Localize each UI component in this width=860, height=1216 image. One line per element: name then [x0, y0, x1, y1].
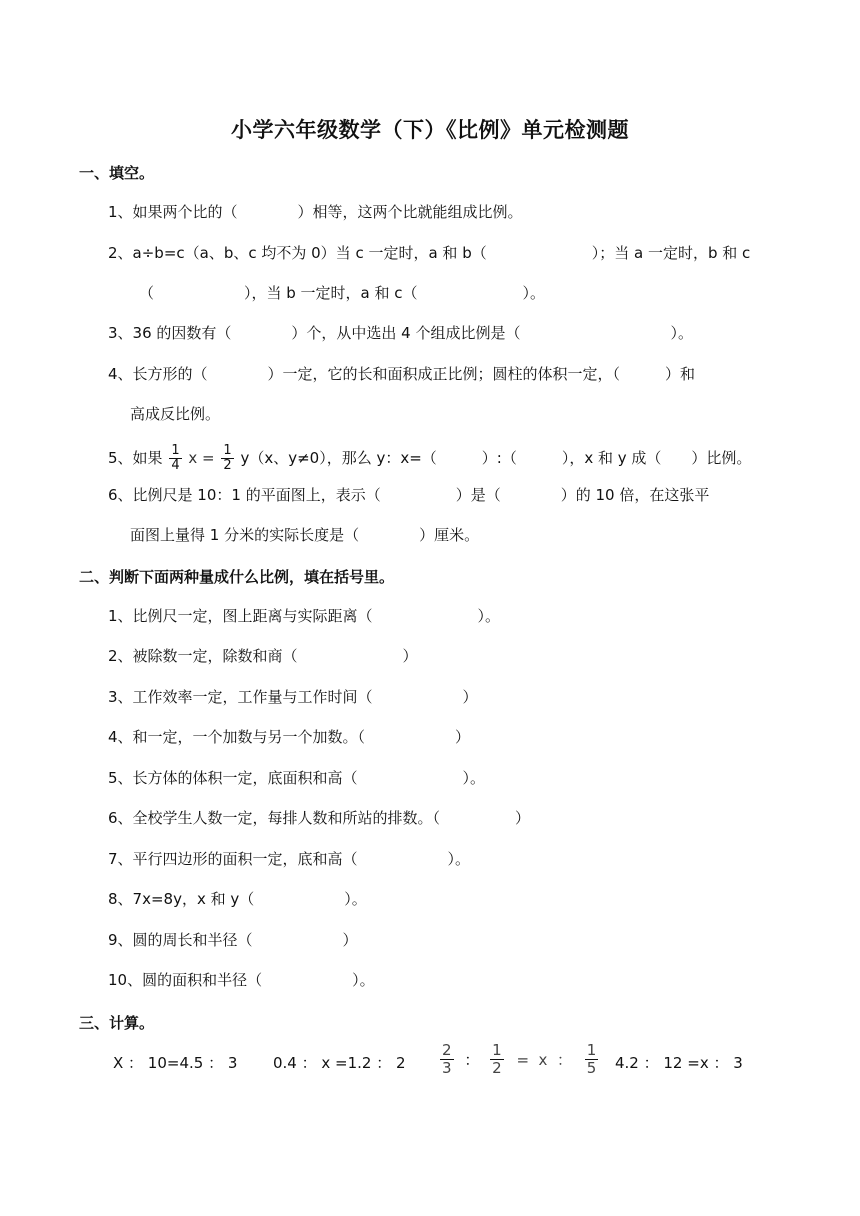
fraction-one-half [221, 444, 233, 473]
fraction-numerator: 1 [171, 443, 180, 458]
fraction-numerator: 2 [442, 1041, 452, 1059]
judge-item-10: 10、圆的面积和半径（ ）。 [108, 971, 375, 989]
judge-item-7: 7、平行四边形的面积一定，底和高（ ）。 [108, 850, 471, 868]
fraction-denominator: 3 [442, 1059, 452, 1077]
fraction-denominator: 5 [586, 1059, 597, 1077]
section-heading-fill: 一、填空。 [79, 164, 155, 182]
judge-item-1: 1、比例尺一定，图上距离与实际距离（ ）。 [108, 607, 501, 625]
calc-equation-3 [438, 1042, 600, 1077]
judge-item-5: 5、长方体的体积一定，底面积和高（ ）。 [108, 769, 486, 787]
page-title: 小学六年级数学（下）《比例》单元检测题 [231, 118, 629, 142]
fraction-denominator: 4 [171, 458, 180, 473]
fill-question-3: 3、36 的因数有（ ）个，从中选出 4 个组成比例是（ ）。 [108, 324, 693, 342]
fraction-one-quarter [169, 444, 181, 473]
fill-question-4-line-1: 4、长方形的（ ）一定，它的长和面积成正比例；圆柱的体积一定，（ ）和 [108, 365, 696, 383]
fraction-one-fifth [585, 1042, 599, 1077]
judge-item-3: 3、工作效率一定，工作量与工作时间（ ） [108, 688, 478, 706]
equals-x-colon: = x ： [516, 1051, 572, 1069]
section-heading-judge: 二、判断下面两种量成什么比例，填在括号里。 [79, 568, 395, 586]
fill-question-5 [108, 444, 751, 473]
calc-equation-2: 0.4 ： x =1.2 ： 2 [273, 1054, 406, 1072]
fill-question-2-line-1: 2、a÷b=c（a、b、c 均不为 0）当 c 一定时，a 和 b（ ）；当 a 一定时，b 和 c [108, 244, 751, 262]
fill-question-1: 1、如果两个比的（ ）相等，这两个比就能组成比例。 [108, 203, 523, 221]
section-heading-calc: 三、计算。 [79, 1014, 155, 1032]
fill-question-6-line-1: 6、比例尺是 10：1 的平面图上，表示（ ）是（ ）的 10 倍，在这张平 [108, 486, 710, 504]
judge-item-4: 4、和一定，一个加数与另一个加数。（ ） [108, 728, 471, 746]
question-5-suffix: y（x、y≠0），那么 y：x=（ ）:（ ），x 和 y 成（ ）比例。 [240, 449, 752, 467]
ratio-colon: ： [464, 1051, 480, 1069]
judge-item-8: 8、7x=8y，x 和 y（ ）。 [108, 890, 367, 908]
fraction-numerator: 1 [223, 443, 232, 458]
judge-item-2: 2、被除数一定，除数和商（ ） [108, 647, 418, 665]
variable-x-equals: x = [188, 449, 215, 467]
judge-item-6: 6、全校学生人数一定，每排人数和所站的排数。（ ） [108, 809, 531, 827]
fraction-denominator: 2 [223, 458, 232, 473]
question-5-prefix: 5、如果 [108, 449, 163, 467]
fraction-denominator: 2 [492, 1059, 502, 1077]
judge-item-9: 9、圆的周长和半径（ ） [108, 931, 358, 949]
calc-equation-1: X ： 10=4.5 ： 3 [113, 1054, 238, 1072]
calc-equation-4: 4.2 ： 12 =x ： 3 [615, 1054, 743, 1072]
fill-question-6-line-2: 面图上量得 1 分米的实际长度是（ ）厘米。 [130, 526, 480, 544]
fraction-numerator: 1 [492, 1041, 502, 1059]
fill-question-4-line-2: 高成反比例。 [130, 405, 221, 423]
fraction-two-thirds [440, 1042, 454, 1077]
fill-question-2-line-2: （ ），当 b 一定时，a 和 c（ ）。 [139, 284, 546, 302]
fraction-one-half [490, 1042, 504, 1077]
fraction-numerator: 1 [586, 1041, 597, 1059]
